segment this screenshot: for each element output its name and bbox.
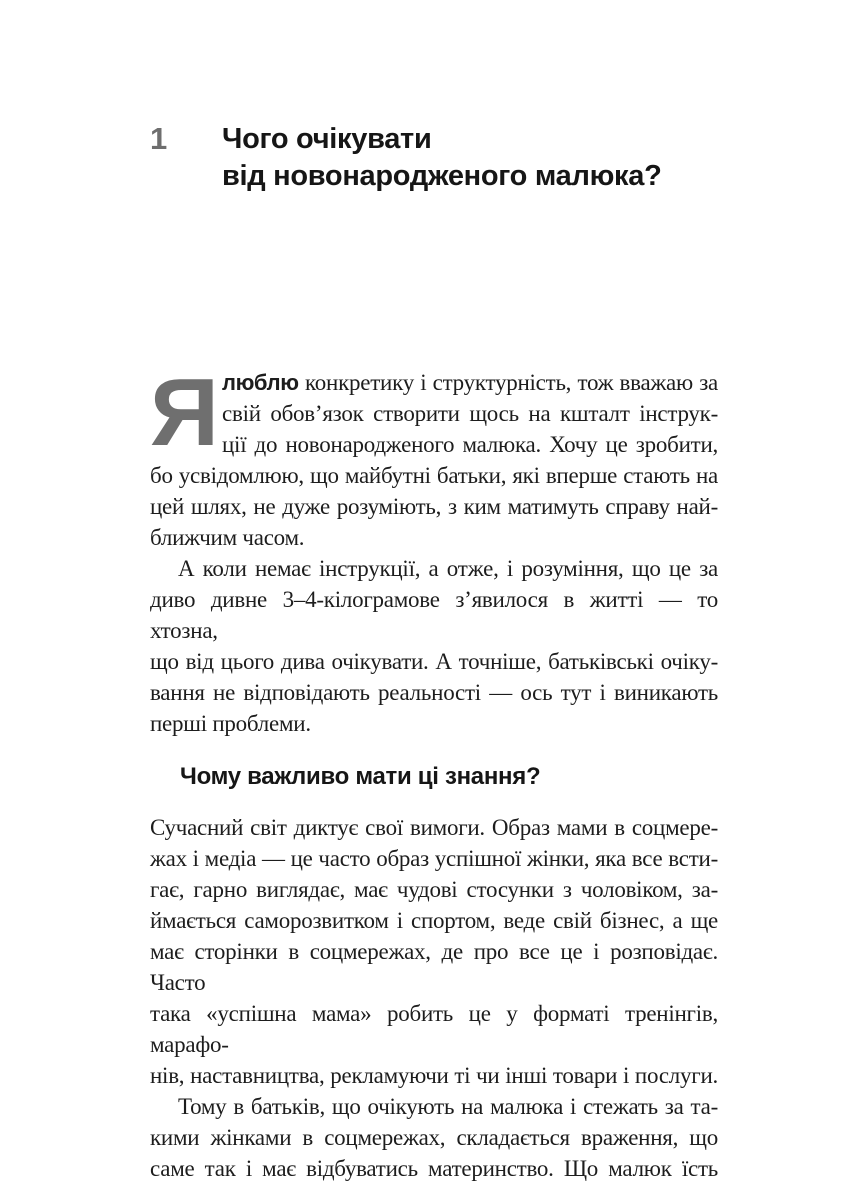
paragraph (150, 1091, 718, 1184)
text-line: нів, наставництва, рекламуючи ті чи інші товари і послуги. (150, 1063, 718, 1088)
text-line-rest: конкретику і структурність, тож вважаю за (298, 370, 718, 395)
paragraph (150, 553, 718, 739)
text-line: свій обов’язок створити щось на кшталт інструк- (222, 401, 718, 426)
chapter-number: 1 (150, 121, 168, 156)
lead-paragraph (150, 359, 718, 553)
text-line: така «успішна мама» робить це у форматі тренінгів, марафо- (150, 1001, 718, 1057)
text-line: Тому в батьків, що очікують на малюка і стежать за та- (178, 1094, 718, 1119)
text-line: Сучасний світ диктує свої вимоги. Образ мами в соцмере- (150, 815, 718, 840)
section-subheading: Чому важливо мати ці знання? (180, 763, 541, 790)
text-line: жах і медіа — це часто образ успішної жінки, яка все всти- (150, 846, 718, 871)
text-line: А коли немає інструкції, а отже, і розуміння, що це за (178, 556, 718, 581)
bold-lead-word: люблю (222, 370, 299, 395)
text-line: гає, гарно виглядає, має чудові стосунки з чоловіком, за- (150, 877, 718, 902)
chapter-header (150, 121, 718, 195)
text-line: має сторінки в соцмережах, де про все це і розповідає. Часто (150, 939, 718, 995)
text-line: перші проблеми. (150, 711, 311, 736)
text-line: ближчим часом. (150, 525, 305, 550)
text-line (150, 367, 718, 398)
chapter-title (222, 121, 718, 195)
text-line: ймається саморозвитком і спортом, веде свій бізнес, а ще (150, 908, 718, 933)
text-line: вання не відповідають реальності — ось тут і виникають (150, 680, 718, 705)
text-line: саме так і має відбуватись материнство. Що малюк їсть (150, 1156, 718, 1181)
text-line: ції до новонародженого малюка. Хочу це зробити, (222, 432, 718, 457)
paragraph (150, 812, 718, 1091)
text-line: бо усвідомлюю, що майбутні батьки, які вперше стають на (150, 463, 718, 488)
chapter-title-line: від новонародженого малюка? (222, 160, 662, 192)
text-line: що від цього дива очікувати. А точніше, батьківські очіку- (150, 649, 718, 674)
text-line: цей шлях, не дуже розуміють, з ким матимуть справу най- (150, 494, 718, 519)
body-text-column (150, 359, 718, 1184)
text-line: кими жінками в соцмережах, складається враження, що (150, 1125, 718, 1150)
chapter-title-line: Чого очікувати (222, 123, 432, 155)
drop-cap: Я (150, 359, 219, 466)
text-line: диво дивне 3–4-кілограмове з’явилося в житті — то хтозна, (150, 587, 718, 643)
